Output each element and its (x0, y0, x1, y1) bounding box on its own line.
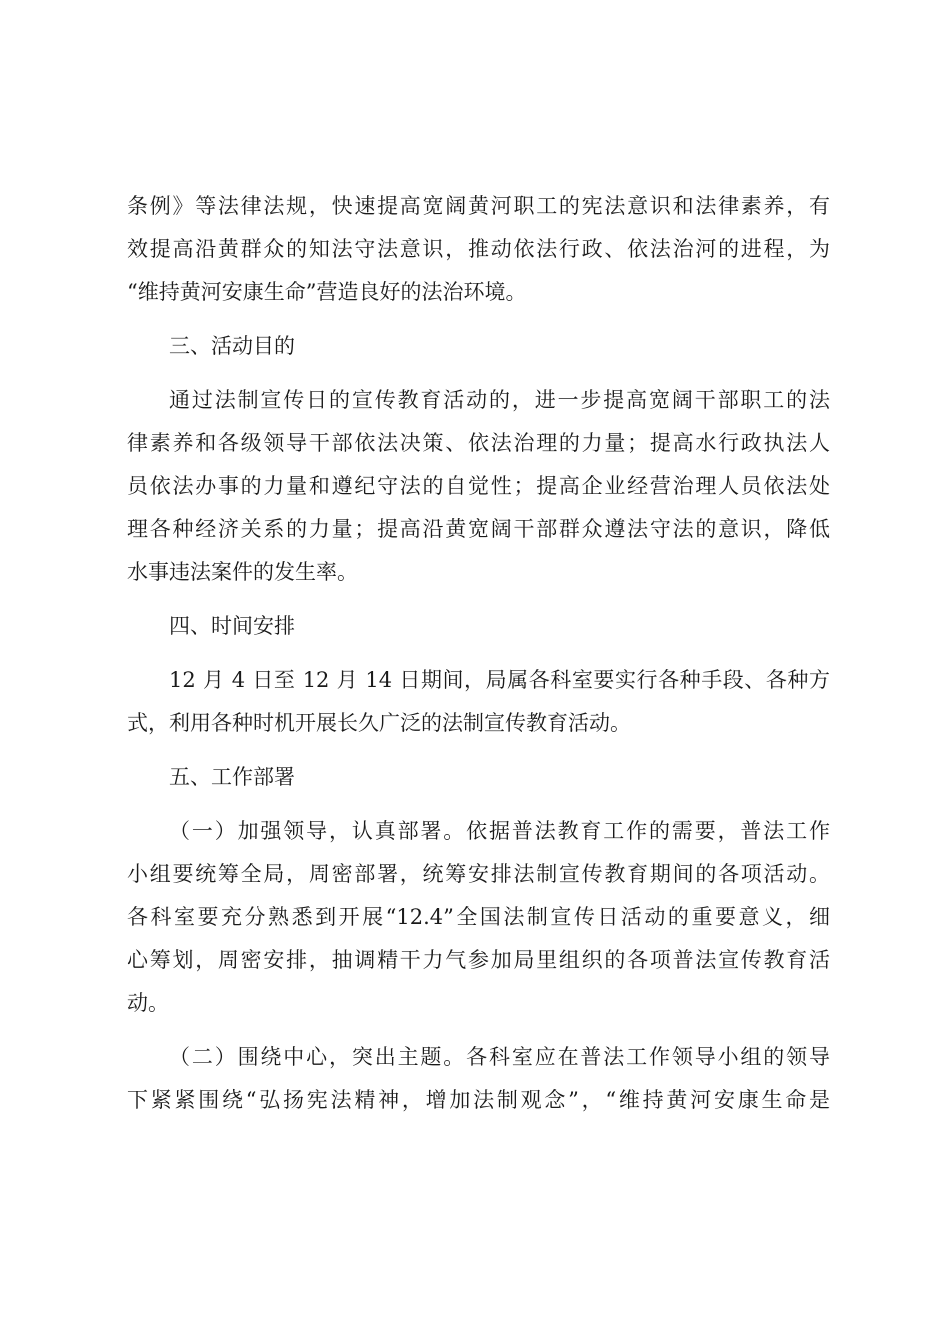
text-line: （二）围绕中心，突出主题。各科室应在普法工作领导小组的领导 (169, 1045, 830, 1069)
text-line: 效提高沿黄群众的知法守法意识，推动依法行政、依法治河的进程，为 (127, 237, 830, 261)
text-line: 条例》等法律法规，快速提高宽阔黄河职工的宪法意识和法律素养，有 (127, 194, 830, 218)
section-heading-deployment: 五、工作部署 (169, 765, 295, 789)
text-line: 理各种经济关系的力量；提高沿黄宽阔干部群众遵法守法的意识，降低 (127, 517, 830, 541)
text-line: 12 月 4 日至 12 月 14 日期间，局属各科室要实行各种手段、各种方 (169, 668, 830, 692)
text-line: 通过法制宣传日的宣传教育活动的，进一步提高宽阔干部职工的法 (169, 388, 830, 412)
text-line: 律素养和各级领导干部依法决策、依法治理的力量；提高水行政执法人 (127, 431, 830, 455)
paragraph-deployment-2 (127, 1036, 830, 1122)
section-heading-purpose: 三、活动目的 (169, 334, 295, 358)
document-body (127, 185, 830, 1133)
paragraph-schedule (127, 659, 830, 745)
paragraph-purpose (127, 379, 830, 594)
text-line: 式，利用各种时机开展长久广泛的法制宣传教育活动。 (127, 711, 631, 735)
text-line: 下紧紧围绕“弘扬宪法精神，增加法制观念”，“维持黄河安康生命是 (127, 1088, 830, 1112)
text-line: “维持黄河安康生命”营造良好的法治环境。 (127, 280, 527, 304)
text-line: 心筹划，周密安排，抽调精干力气参加局里组织的各项普法宣传教育活 (127, 948, 830, 972)
text-line: （一）加强领导，认真部署。依据普法教育工作的需要，普法工作 (169, 819, 830, 843)
text-line: 各科室要充分熟悉到开展“12.4”全国法制宣传日活动的重要意义，细 (127, 905, 830, 929)
text-line: 小组要统筹全局，周密部署，统筹安排法制宣传教育期间的各项活动。 (127, 862, 830, 886)
paragraph-intro-continued (127, 185, 830, 314)
section-heading-schedule: 四、时间安排 (169, 614, 295, 638)
text-line: 水事违法案件的发生率。 (127, 560, 358, 584)
text-line: 动。 (127, 991, 169, 1015)
paragraph-deployment-1 (127, 810, 830, 1025)
text-line: 员依法办事的力量和遵纪守法的自觉性；提高企业经营治理人员依法处 (127, 474, 830, 498)
